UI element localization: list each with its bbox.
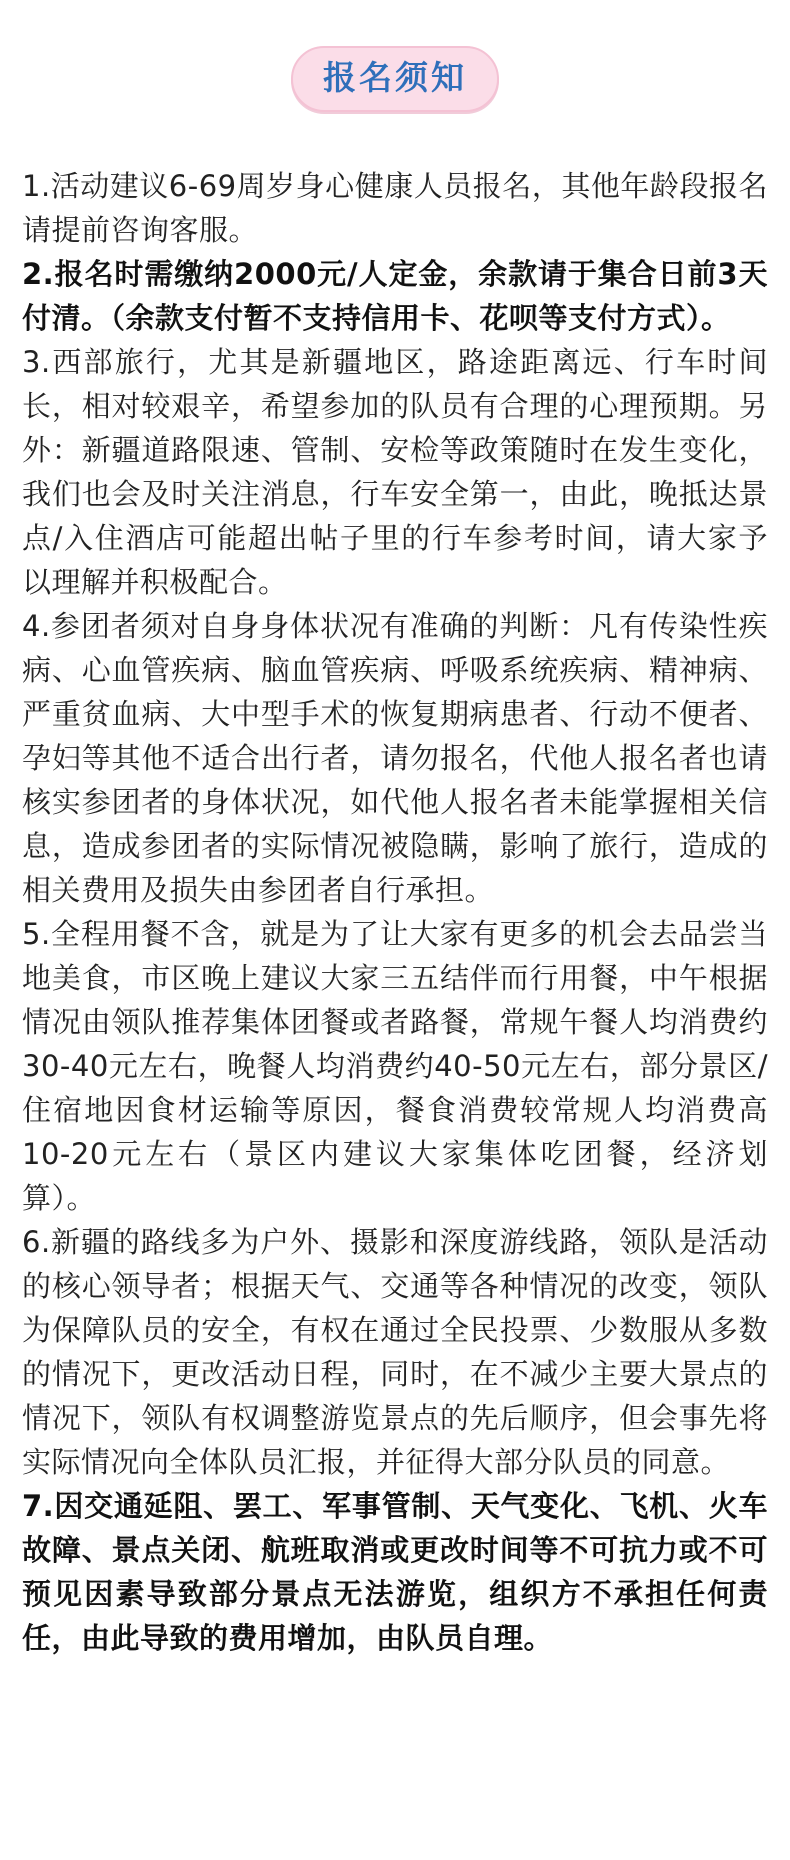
title-badge: [291, 46, 499, 112]
notice-item-1: 1.活动建议6-69周岁身心健康人员报名，其他年龄段报名请提前咨询客服。: [22, 169, 768, 247]
page-title: 报名须知: [323, 58, 467, 97]
notice-item-7: 7.因交通延阻、罢工、军事管制、天气变化、飞机、火车故障、景点关闭、航班取消或更改时间等不可抗力或不可预见因素导致部分景点无法游览，组织方不承担任何责任，由此导致的费用增加，由队员自理。: [22, 1489, 768, 1655]
notice-item-6: 6.新疆的路线多为户外、摄影和深度游线路，领队是活动的核心领导者；根据天气、交通等各种情况的改变，领队为保障队员的安全，有权在通过全民投票、少数服从多数的情况下，更改活动日程，同时，在不减少主要大景点的情况下，领队有权调整游览景点的先后顺序，但会事先将实际情况向全体队员汇报，并征得大部分队员的同意。: [22, 1225, 768, 1479]
notice-item-5: 5.全程用餐不含，就是为了让大家有更多的机会去品尝当地美食，市区晚上建议大家三五结伴而行用餐，中午根据情况由领队推荐集体团餐或者路餐，常规午餐人均消费约30-40元左右，晚餐人均消费约40-50元左右，部分景区/住宿地因食材运输等原因，餐食消费较常规人均消费高10-20元左右（景区内建议大家集体吃团餐，经济划算）。: [22, 917, 768, 1215]
notice-item-2: 2.报名时需缴纳2000元/人定金，余款请于集合日前3天付清。（余款支付暂不支持信用卡、花呗等支付方式）。: [22, 257, 768, 335]
notice-item-4: 4.参团者须对自身身体状况有准确的判断：凡有传染性疾病、心血管疾病、脑血管疾病、呼吸系统疾病、精神病、严重贫血病、大中型手术的恢复期病患者、行动不便者、孕妇等其他不适合出行者，请勿报名，代他人报名者也请核实参团者的身体状况，如代他人报名者未能掌握相关信息，造成参团者的实际情况被隐瞒，影响了旅行，造成的相关费用及损失由参团者自行承担。: [22, 609, 768, 907]
title-container: [22, 46, 768, 112]
notice-list: [22, 164, 768, 1660]
notice-item-3: 3.西部旅行，尤其是新疆地区，路途距离远、行车时间长，相对较艰辛，希望参加的队员有合理的心理预期。另外：新疆道路限速、管制、安检等政策随时在发生变化，我们也会及时关注消息，行车安全第一，由此，晚抵达景点/入住酒店可能超出帖子里的行车参考时间，请大家予以理解并积极配合。: [22, 345, 768, 599]
